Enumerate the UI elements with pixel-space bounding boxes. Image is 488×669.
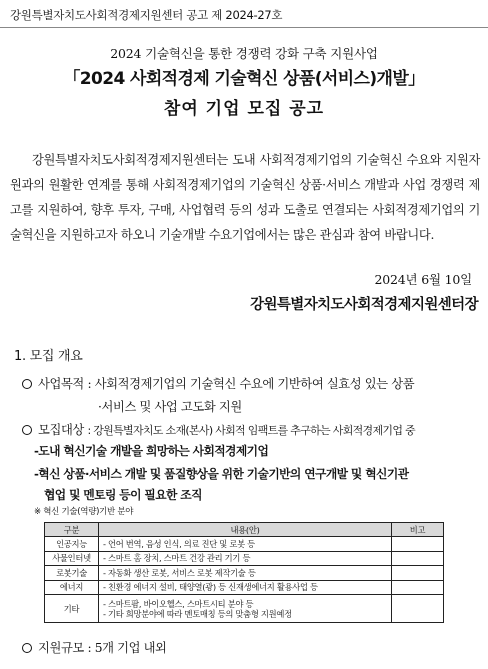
table-cell-content: - 언어 번역, 음성 인식, 의료 진단 및 로봇 등 xyxy=(99,537,392,552)
page-title: 「2024 사회적경제 기술혁신 상품(서비스)개발」 xyxy=(63,69,425,89)
table-cell-category: 에너지 xyxy=(45,580,99,595)
purpose-text-cont: ·서비스 및 사업 고도화 지원 xyxy=(98,400,242,414)
table-cell-content: - 친환경 에너지 설비, 태양열(광) 등 신재생에너지 활용사업 등 xyxy=(99,580,392,595)
purpose-label: 사업목적 xyxy=(38,377,84,391)
table-header-row xyxy=(45,523,444,537)
announcement-date: 2024년 6월 10일 xyxy=(374,272,472,287)
tech-field-table xyxy=(44,522,444,623)
page-title-line2: 참여 기업 모집 공고 xyxy=(163,99,325,119)
table-cell-content: - 스마트 홈 장치, 스마트 건강 관리 기기 등 xyxy=(99,551,392,566)
circle-bullet-icon xyxy=(22,379,32,389)
target-condition-2-cont: 협업 및 멘토링 등이 필요한 조직 xyxy=(44,488,202,502)
purpose-row xyxy=(22,374,414,392)
section-heading: 1. 모집 개요 xyxy=(14,349,83,364)
intro-paragraph xyxy=(10,148,480,248)
table-row xyxy=(45,551,444,566)
organization-name: 강원특별자치도사회적경제지원센터장 xyxy=(250,297,478,313)
table-cell-remark xyxy=(392,551,444,566)
table-row xyxy=(45,580,444,595)
target-condition-2: -혁신 상품·서비스 개발 및 품질향상을 위한 기술기반의 연구개발 및 혁신기관 xyxy=(34,467,409,481)
circle-bullet-icon xyxy=(22,425,32,435)
table-cell-line: - 기타 희망분야에 따라 멘토매칭 등의 맞춤형 지원예정 xyxy=(103,608,292,619)
table-row xyxy=(45,566,444,581)
scale-row xyxy=(22,638,167,656)
table-cell-remark xyxy=(392,580,444,595)
table-cell-category: 로봇기술 xyxy=(45,566,99,581)
column-header: 구분 xyxy=(45,523,99,537)
subtitle: 2024 기술혁신을 통한 경쟁력 강화 구축 지원사업 xyxy=(110,46,378,61)
table-cell-content xyxy=(99,595,392,623)
table-cell-line: - 스마트팜, 바이오헬스, 스마트시티 분야 등 xyxy=(103,598,254,609)
target-label: 모집대상 xyxy=(38,423,84,437)
purpose-row-cont xyxy=(98,397,242,415)
table-cell-remark xyxy=(392,595,444,623)
target-row xyxy=(22,420,415,438)
table-cell-category: 인공지능 xyxy=(45,537,99,552)
scale-text: : 5개 기업 내외 xyxy=(87,641,167,655)
table-note: ※ 혁신 기술(역량)기반 분야 xyxy=(34,507,134,517)
column-header: 비고 xyxy=(392,523,444,537)
table-cell-remark xyxy=(392,537,444,552)
table-cell-category: 사물인터넷 xyxy=(45,551,99,566)
table-cell-category: 기타 xyxy=(45,595,99,623)
notice-number: 강원특별자치도사회적경제지원센터 공고 제 2024-27호 xyxy=(0,0,488,28)
table-row xyxy=(45,537,444,552)
column-header: 내용(안) xyxy=(99,523,392,537)
scale-label: 지원규모 xyxy=(38,641,84,655)
table-cell-content: - 자동화 생산 로봇, 서비스 로봇 제작기술 등 xyxy=(99,566,392,581)
purpose-text: : 사회적경제기업의 기술혁신 수요에 기반하여 실효성 있는 상품 xyxy=(87,377,415,391)
table-row xyxy=(45,595,444,623)
target-condition-1: -도내 혁신기술 개발을 희망하는 사회적경제기업 xyxy=(34,444,269,458)
target-text: : 강원특별자치도 소재(본사) 사회적 임팩트를 추구하는 사회적경제기업 중 xyxy=(87,424,415,437)
table-cell-remark xyxy=(392,566,444,581)
circle-bullet-icon xyxy=(22,643,32,653)
intro-text: 강원특별자치도사회적경제지원센터는 도내 사회적경제기업의 기술혁신 수요와 지원자원과의 원활한 연계를 통해 사회적경제기업의 기술혁신 상품·서비스 개발과 사업 경쟁력 제고를 지원하여, 향후 투자, 구매, 사업협력 등의 성과 도출로 연결되는 사회적경제기업의 기술혁신을 지원하고자 하오니 기술개발 수요기업에서는 많은 관심과 참여 바랍니다. xyxy=(10,153,480,242)
